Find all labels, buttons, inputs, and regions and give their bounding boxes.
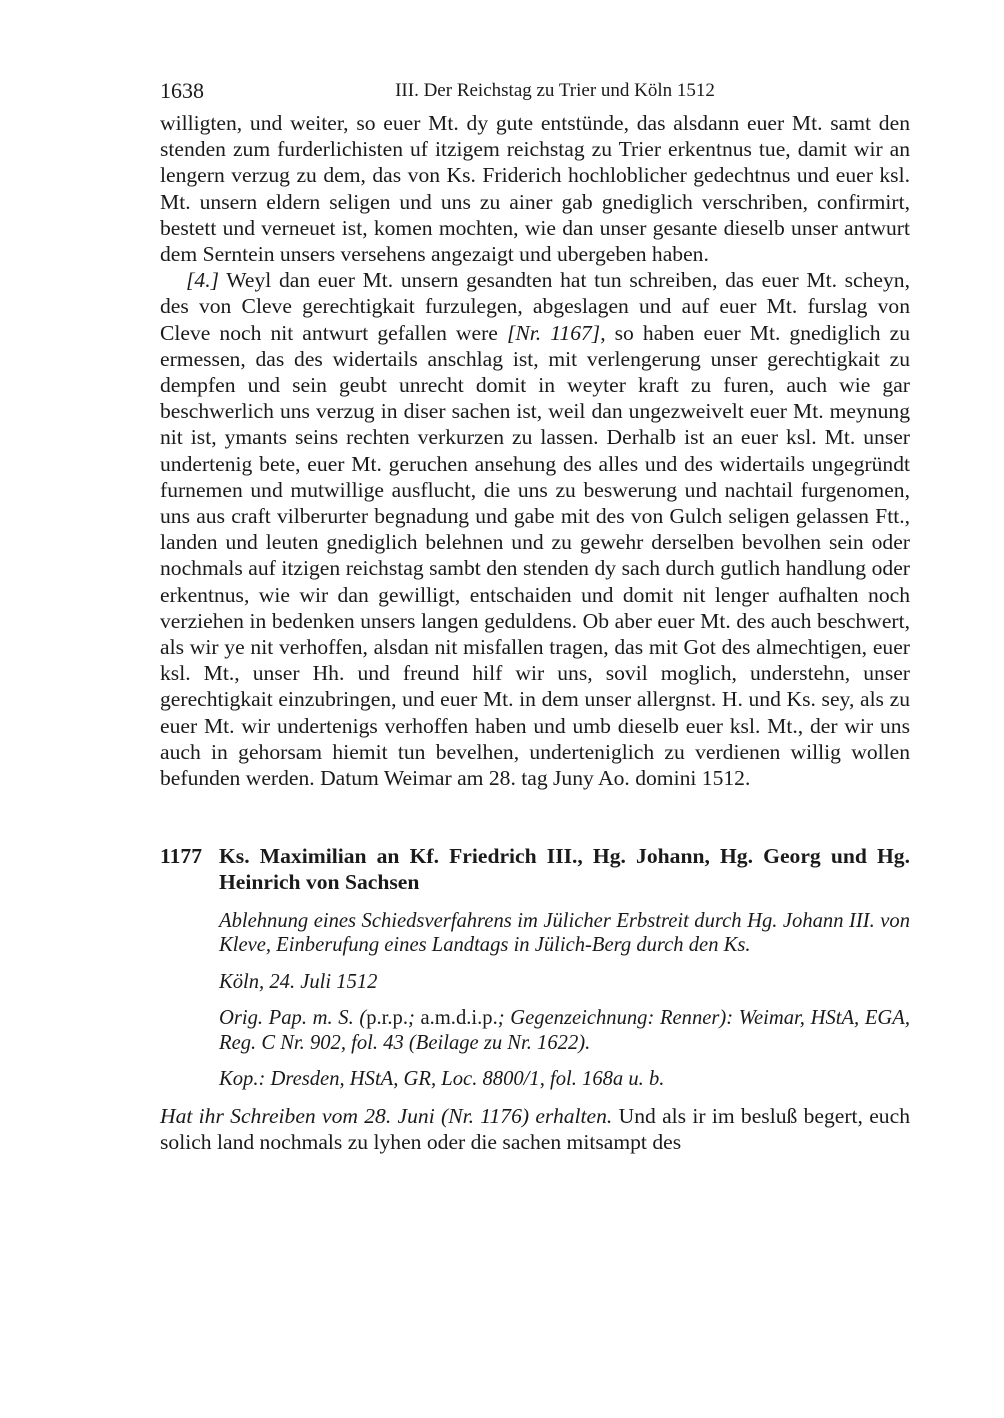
regest-summary: Hat ihr Schreiben vom 28. Juni (Nr. 1176) erhalten. [160, 1103, 613, 1128]
place-date: Köln, 24. Juli 1512 [219, 970, 378, 993]
source-abbreviation: a.m.d.i.p. [420, 1007, 498, 1030]
running-title: III. Der Reichstag zu Trier und Köln 1512 [395, 80, 715, 101]
copy-note: Kop.: Dresden, HStA, GR, Loc. 8800/1, fol. 168a u. b. [219, 1068, 665, 1091]
paragraph-marker: [4.] [186, 268, 220, 293]
document-title: Ks. Maximilian an Kf. Friedrich III., Hg. Johann, Hg. Georg und Hg. Heinrich von Sachsen [219, 844, 910, 895]
section-gap [160, 791, 910, 843]
source-note [219, 1006, 910, 1055]
source-text-c: ; Gegenzeichnung: Renner): Weimar, HStA, EGA, Reg. C Nr. 902, fol. 43 (Beilage zu Nr. 1622). [219, 1007, 910, 1054]
paragraph-text-a: Weyl dan euer Mt. unsern gesandten hat tun schreiben, das euer Mt. scheyn, des von Cleve gerechtigkait furzulegen, abgeslagen und auf euer Mt. furslag von Cleve noch nit antwurt gefallen were [160, 268, 910, 345]
source-text-b: ; [408, 1007, 421, 1030]
document-heading [160, 843, 910, 895]
continuation-paragraph: willigten, und weiter, so euer Mt. dy gute entstünde, das alsdann euer Mt. samt den stenden zum furderlichisten uf itzigem reichstag zu Trier erkentnus tue, damit wir an lengern verzug zu dem, das von Ks. Friderich hochloblicher gedechtnus und euer ksl. Mt. unsern eldern seligen und uns zu ainer gab gnediglich verschriben, confirmirt, bestett und verneuet ist, komen mochten, wie dan unser gesante dieselb unser antwurt dem Serntein unsers versehens angezaigt und ubergeben haben. [160, 111, 910, 267]
document-summary: Ablehnung eines Schiedsverfahrens im Jülicher Erbstreit durch Hg. Johann III. von Kleve, Einberufung eines Landtags in Jülich-Berg durch den Ks. [219, 909, 910, 957]
document-metadata [219, 909, 910, 1092]
document-number: 1177 [160, 844, 202, 869]
cross-reference: [Nr. 1167] [506, 320, 601, 345]
regest-paragraph [160, 1103, 910, 1155]
source-text-a: Orig. Pap. m. S. ( [219, 1007, 367, 1030]
paragraph-text-b: , so haben euer Mt. gnediglich zu ermessen, das des widertails anschlag ist, mit verlengerung unser gerechtigkait zu dempfen und sein geubt unrecht domit in weyter kraft zu furen, auch wie gar beschwerlich uns verzug in diser sachen ist, weil dan ungezweivelt euer Mt. meynung nit ist, ymants seins rechten verkurzen zu lassen. Derhalb ist an euer ksl. Mt. unser undertenig bete, euer Mt. geruchen ansehung des alles und des widertails ungegründt furnemen und mutwillige ausflucht, die uns zu beswerung und nachtail furgenomen, uns aus craft vilberurter begnadung und gabe mit des von Gulch seligen gelassen Ftt., landen und leuten gnediglich belehnen und zu gewehr derselben bevolhen sein oder nochmals auf itzigen reichstag sambt den stenden dy sach durch gutlich handlung oder erkentnus, wie wir dan gewilligt, entschaiden und domit nit lenger aufhalten noch verziehen in bedenken unsers langen geduldens. Ob aber euer Mt. des auch beschwert, als wir ye nit verhoffen, alsdan nit misfallen tragen, das mit Got des almechtigen, euer ksl. Mt., unser Hh. und freund hilf wir uns, sovil moglich, understehn, unser gerechtigkait einzubringen, und euer Mt. in dem unser allergnst. H. und Ks. sey, als zu euer Mt. wir undertenigs verhoffen haben und umb dieselb euer ksl. Mt., der wir uns auch in gehorsam hiemit tun bevelhen, underteniglich zu verdienen willig wollen befunden werden. Datum Weimar am 28. tag Juny Ao. domini 1512. [160, 320, 910, 791]
paragraph-4 [160, 267, 910, 791]
regest-text: Und als ir im besluß begert, euch solich land nochmals zu lyhen oder die sachen mitsampt des [160, 1103, 910, 1154]
running-head [160, 78, 910, 110]
source-abbreviation: p.r.p. [366, 1007, 408, 1030]
document-page [160, 78, 910, 1155]
page-number: 1638 [160, 78, 204, 103]
